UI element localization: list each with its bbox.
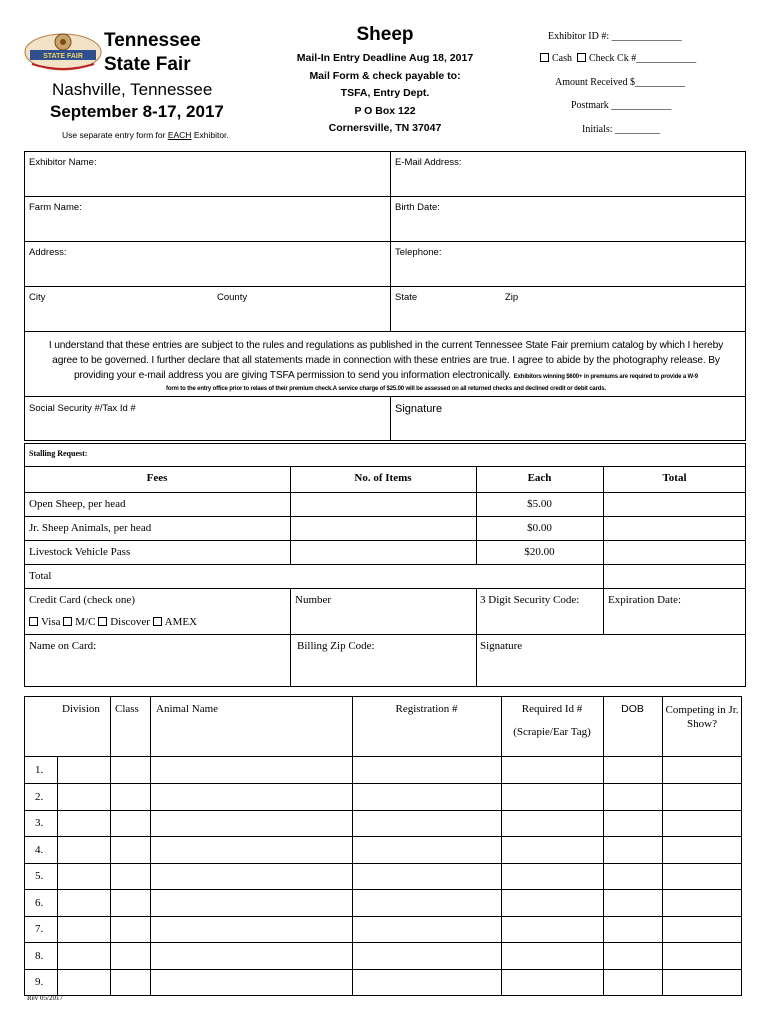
payable-note: Mail Form & check payable to: bbox=[309, 70, 461, 82]
state-field[interactable]: State bbox=[395, 292, 418, 303]
card-type-options: Visa M/C Discover AMEX bbox=[29, 616, 197, 628]
postmark-field[interactable]: Postmark ____________ bbox=[571, 100, 672, 111]
email-field[interactable]: E-Mail Address: bbox=[395, 157, 462, 168]
exhibitor-id-field[interactable]: Exhibitor ID #: ______________ bbox=[548, 31, 682, 42]
telephone-field[interactable]: Telephone: bbox=[395, 247, 442, 258]
ssn-field[interactable]: Social Security #/Tax Id # bbox=[29, 403, 136, 414]
total-header: Total bbox=[662, 472, 687, 484]
logo-text: STATE FAIR bbox=[43, 53, 83, 60]
birth-date-field[interactable]: Birth Date: bbox=[395, 202, 440, 213]
mail-deadline: Mail-In Entry Deadline Aug 18, 2017 bbox=[296, 52, 474, 64]
row-number: 7. bbox=[35, 923, 44, 935]
row-number: 4. bbox=[35, 844, 44, 856]
class-header: Class bbox=[115, 703, 139, 715]
expiration-field[interactable]: Expiration Date: bbox=[608, 594, 682, 606]
row-number: 5. bbox=[35, 870, 44, 882]
address-field[interactable]: Address: bbox=[29, 247, 67, 258]
row-number: 1. bbox=[35, 764, 44, 776]
brand-line-2: State Fair bbox=[104, 54, 191, 75]
row-number: 9. bbox=[35, 976, 44, 988]
fee-each-open-sheep: $5.00 bbox=[527, 498, 552, 510]
signature-field[interactable]: Signature bbox=[395, 403, 443, 415]
visa-checkbox[interactable] bbox=[29, 617, 38, 626]
required-id-header: Required Id # bbox=[521, 703, 583, 715]
cash-checkbox[interactable] bbox=[540, 53, 549, 62]
check-checkbox[interactable] bbox=[577, 53, 586, 62]
row-number: 3. bbox=[35, 817, 44, 829]
stalling-request-field[interactable]: Stalling Request: bbox=[29, 449, 88, 458]
mc-checkbox[interactable] bbox=[63, 617, 72, 626]
initials-field[interactable]: Initials: _________ bbox=[582, 124, 661, 135]
division-header: Division bbox=[62, 703, 100, 715]
amex-checkbox[interactable] bbox=[153, 617, 162, 626]
row-number: 8. bbox=[35, 950, 44, 962]
page-title: Sheep bbox=[356, 24, 414, 45]
competing-header: Competing in Jr. Show? bbox=[665, 704, 739, 730]
credit-card-label: Credit Card (check one) bbox=[29, 594, 135, 606]
security-code-field[interactable]: 3 Digit Security Code: bbox=[480, 594, 580, 606]
check-label: Check Ck #____________ bbox=[589, 53, 697, 64]
cash-label: Cash bbox=[552, 53, 572, 64]
billing-zip-field[interactable]: Billing Zip Code: bbox=[297, 640, 375, 652]
card-signature-field[interactable]: Signature bbox=[480, 640, 523, 652]
fee-label-vehicle-pass: Livestock Vehicle Pass bbox=[29, 546, 131, 558]
payment-method bbox=[540, 53, 696, 64]
zip-field[interactable]: Zip bbox=[505, 292, 519, 303]
amount-received-field[interactable]: Amount Received $__________ bbox=[555, 77, 685, 88]
farm-name-field[interactable]: Farm Name: bbox=[29, 202, 82, 213]
animals-table bbox=[24, 696, 742, 996]
city-field[interactable]: City bbox=[29, 292, 46, 303]
county-field[interactable]: County bbox=[217, 292, 248, 303]
fee-label-open-sheep: Open Sheep, per head bbox=[29, 498, 126, 510]
fee-each-vehicle-pass: $20.00 bbox=[524, 546, 555, 558]
row-number: 6. bbox=[35, 897, 44, 909]
dob-header: DOB bbox=[621, 703, 644, 715]
name-on-card-field[interactable]: Name on Card: bbox=[29, 640, 97, 652]
exhibitor-name-field[interactable]: Exhibitor Name: bbox=[29, 157, 97, 168]
fees-total-label: Total bbox=[29, 570, 52, 582]
fair-dates: September 8-17, 2017 bbox=[50, 102, 224, 121]
animal-name-header: Animal Name bbox=[156, 703, 219, 715]
items-header: No. of Items bbox=[354, 472, 412, 484]
state-fair-logo bbox=[22, 30, 104, 74]
fee-label-jr-sheep: Jr. Sheep Animals, per head bbox=[29, 522, 152, 534]
card-number-field[interactable]: Number bbox=[295, 594, 332, 606]
po-box: P O Box 122 bbox=[354, 105, 416, 117]
exhibitor-info-box bbox=[24, 151, 746, 441]
each-header: Each bbox=[527, 472, 552, 484]
discover-checkbox[interactable] bbox=[98, 617, 107, 626]
fees-header: Fees bbox=[146, 472, 168, 484]
agreement-text: I understand that these entries are subject to the rules and regulations as published in the current Tennessee State Fair premium catalog by which I hereby agree to be governed. I further declare that all statements made in connection with these entries are true. I agree to abide by the photography release. By providing your e-mail address you are giving TSFA permission to send you information electronically. Exhibitors winning $600+ in premiums are required to provide a W-9 form to the entry office prior to relaes of their premium check.A service charge of $25.00 will be assessed on all returned checks and declined credit or debit cards. bbox=[48, 340, 724, 392]
registration-header: Registration # bbox=[395, 703, 458, 715]
separate-form-note: Use separate entry form for EACH Exhibitor. bbox=[62, 130, 229, 140]
brand-line-1: Tennessee bbox=[104, 30, 201, 51]
fee-each-jr-sheep: $0.00 bbox=[527, 522, 552, 534]
payee-city: Cornersville, TN 37047 bbox=[328, 122, 442, 134]
required-id-subheader: (Scrapie/Ear Tag) bbox=[513, 726, 591, 738]
revision-footer: Rev 05/2017 bbox=[27, 994, 63, 1002]
fair-location: Nashville, Tennessee bbox=[52, 80, 213, 99]
payee: TSFA, Entry Dept. bbox=[340, 87, 430, 99]
row-number: 2. bbox=[35, 791, 44, 803]
